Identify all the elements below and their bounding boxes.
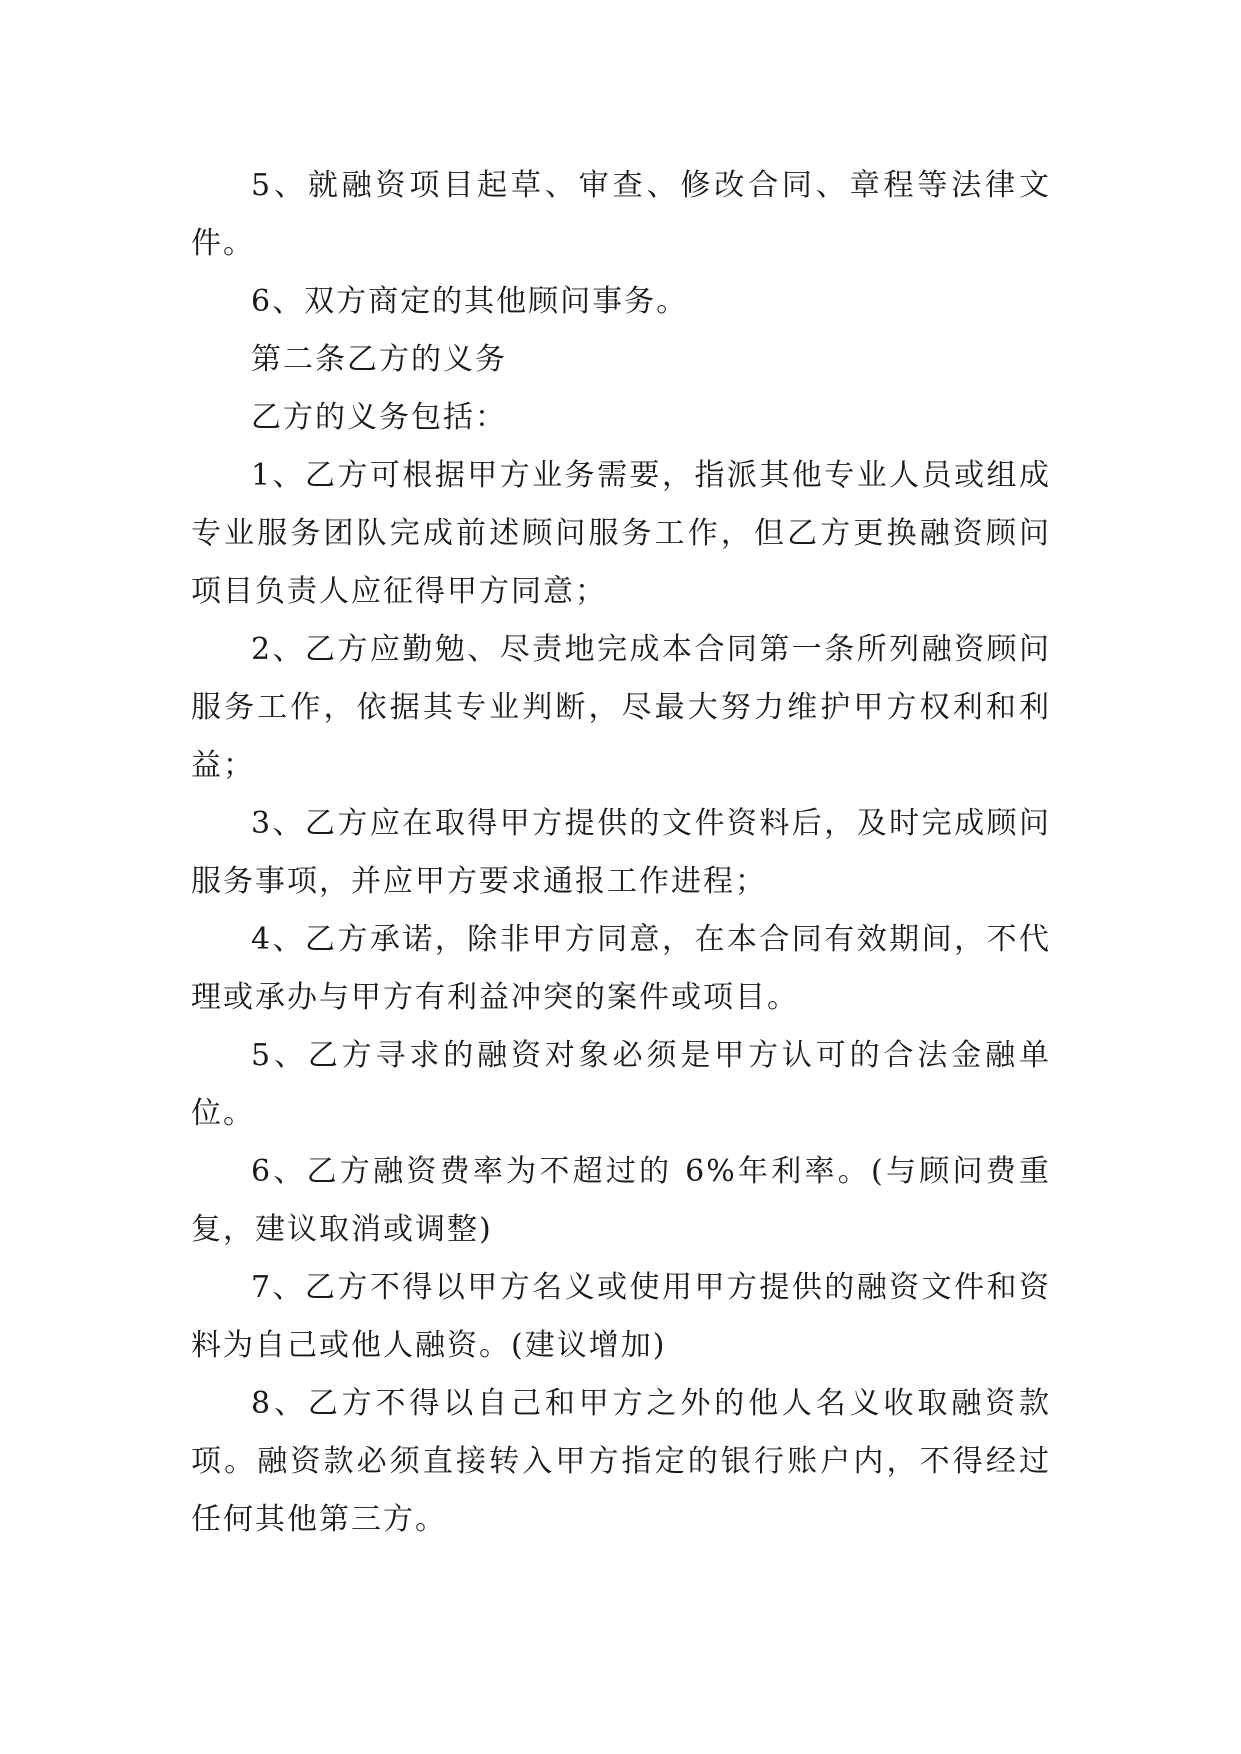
document-body (191, 157, 1051, 1549)
paragraph-obligations-intro: 乙方的义务包括： (251, 400, 507, 435)
paragraph-obligation-2: 2、乙方应勤勉、尽责地完成本合同第一条所列融资顾问服务工作，依据其专业判断，尽最大努力维护甲方权利和利益； (191, 632, 1051, 783)
paragraph-obligation-6: 6、乙方融资费率为不超过的 6%年利率。(与顾问费重复，建议取消或调整) (191, 1154, 1051, 1247)
paragraph-obligation-1: 1、乙方可根据甲方业务需要，指派其他专业人员或组成专业服务团队完成前述顾问服务工作，但乙方更换融资顾问项目负责人应征得甲方同意； (191, 458, 1051, 609)
paragraph-obligation-4: 4、乙方承诺，除非甲方同意，在本合同有效期间，不代理或承办与甲方有利益冲突的案件或项目。 (191, 922, 1051, 1015)
paragraph-item-5-draft-docs: 5、就融资项目起草、审查、修改合同、章程等法律文件。 (191, 168, 1051, 261)
section-heading-article-2: 第二条乙方的义务 (251, 342, 507, 377)
paragraph-obligation-5: 5、乙方寻求的融资对象必须是甲方认可的合法金融单位。 (191, 1038, 1051, 1131)
paragraph-obligation-3: 3、乙方应在取得甲方提供的文件资料后，及时完成顾问服务事项，并应甲方要求通报工作进程； (191, 806, 1051, 899)
paragraph-item-6-other-matters: 6、双方商定的其他顾问事务。 (251, 284, 689, 319)
paragraph-obligation-8: 8、乙方不得以自己和甲方之外的他人名义收取融资款项。融资款必须直接转入甲方指定的银行账户内，不得经过任何其他第三方。 (191, 1386, 1051, 1537)
paragraph-obligation-7: 7、乙方不得以甲方名义或使用甲方提供的融资文件和资料为自己或他人融资。(建议增加) (191, 1270, 1051, 1363)
